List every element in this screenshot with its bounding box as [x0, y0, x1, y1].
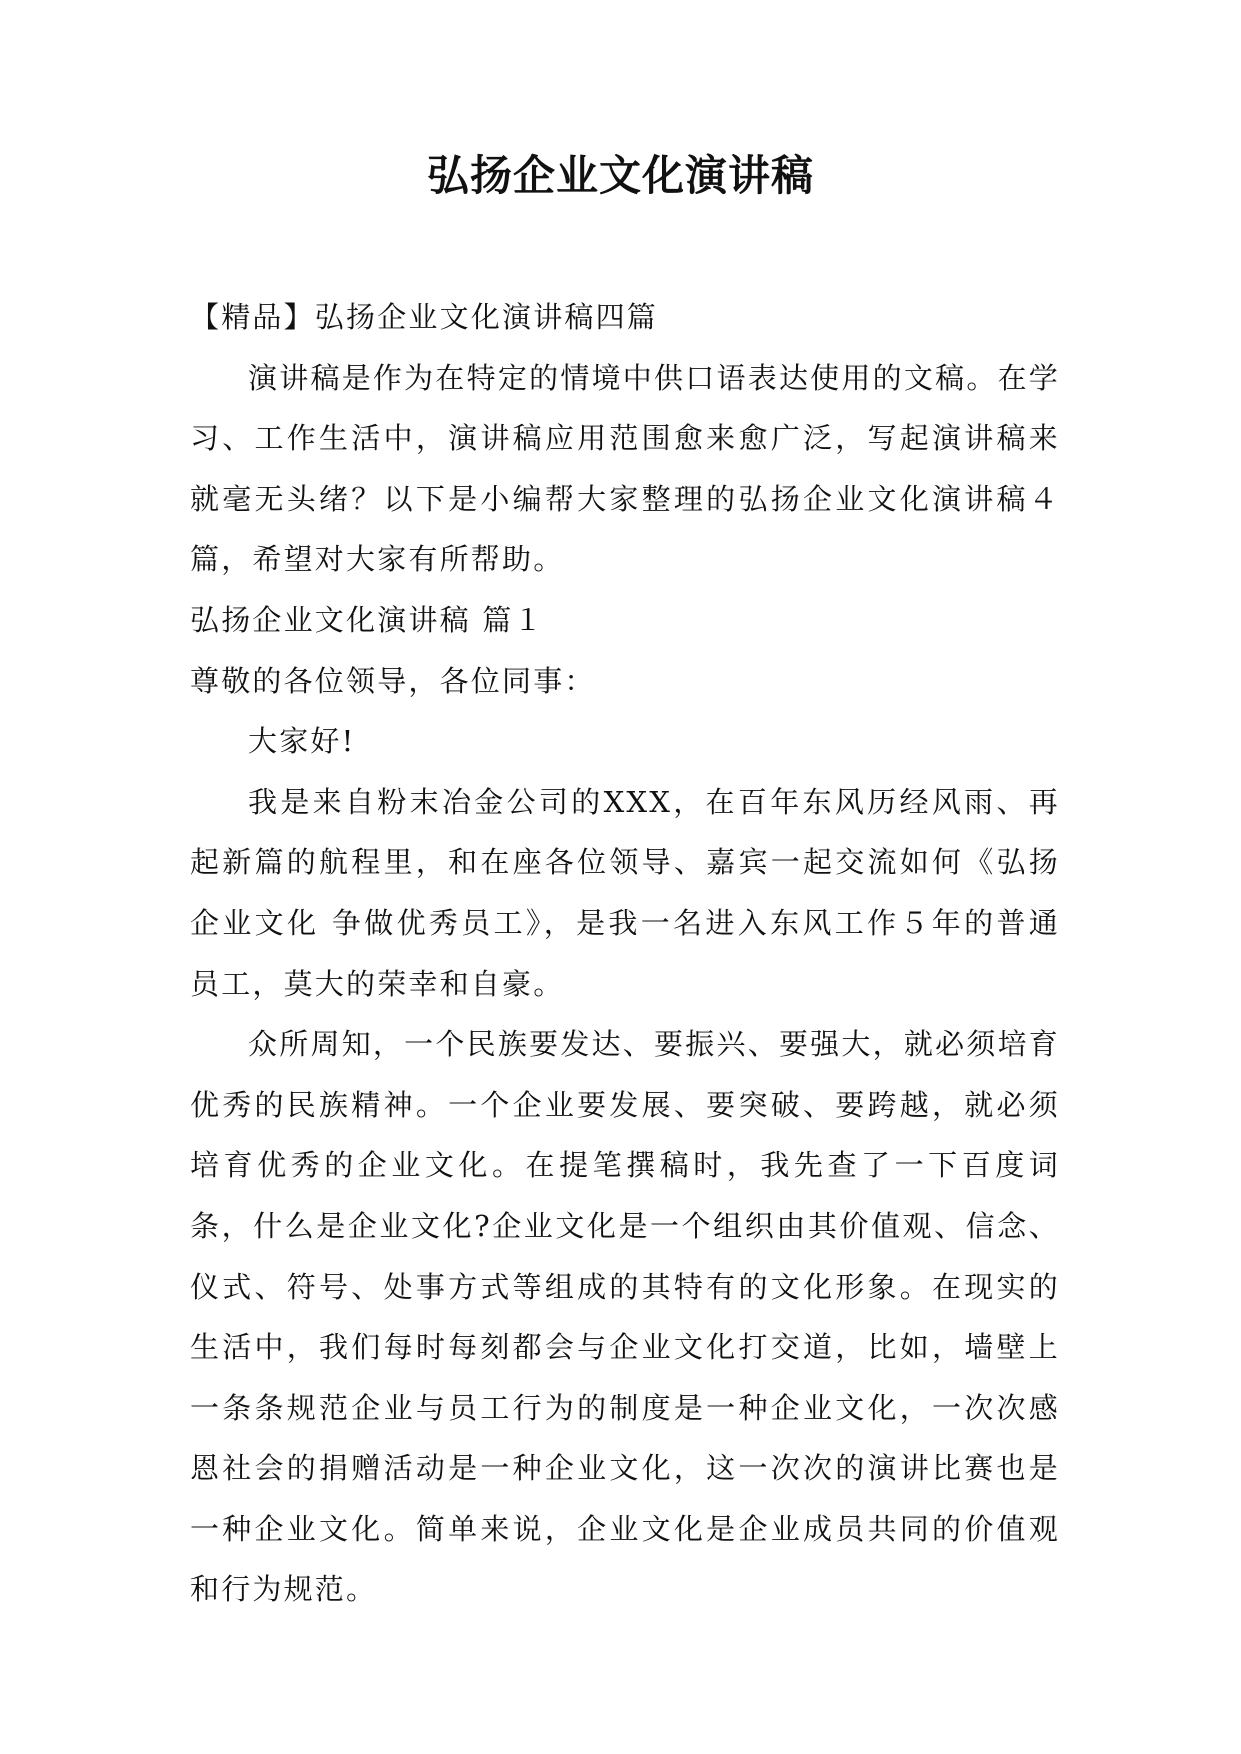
- paragraph-salutation: 尊敬的各位领导，各位同事：: [190, 663, 596, 698]
- paragraph-self-introduction: 我是来自粉末冶金公司的XXX，在百年东风历经风雨、再起新篇的航程里，和在座各位领导、嘉宾一起交流如何《弘扬企业文化 争做优秀员工》，是我一名进入东风工作５年的普通员工，莫大的荣幸和自豪。: [190, 784, 1060, 1001]
- paragraph-culture-definition: 众所周知，一个民族要发达、要振兴、要强大，就必须培育优秀的民族精神。一个企业要发展、要突破、要跨越，就必须培育优秀的企业文化。在提笔撰稿时，我先查了一下百度词条，什么是企业文化?企业文化是一个组织由其价值观、信念、仪式、符号、处事方式等组成的其特有的文化形象。在现实的生活中，我们每时每刻都会与企业文化打交道，比如，墙壁上一条条规范企业与员工行为的制度是一种企业文化，一次次感恩社会的捐赠活动是一种企业文化，这一次次的演讲比赛也是一种企业文化。简单来说，企业文化是企业成员共同的价值观和行为规范。: [190, 1027, 1060, 1607]
- paragraph-intro: 演讲稿是作为在特定的情境中供口语表达使用的文稿。在学习、工作生活中，演讲稿应用范围愈来愈广泛，写起演讲稿来就毫无头绪？以下是小编帮大家整理的弘扬企业文化演讲稿４篇，希望对大家有所帮助。: [190, 360, 1060, 577]
- document-body: [190, 287, 1060, 1620]
- section-heading: 弘扬企业文化演讲稿 篇１: [190, 602, 545, 637]
- page-title: 弘扬企业文化演讲稿: [426, 151, 814, 200]
- paragraph-greeting: 大家好!: [248, 724, 356, 759]
- paragraph-subtitle: 【精品】弘扬企业文化演讲稿四篇: [190, 300, 659, 334]
